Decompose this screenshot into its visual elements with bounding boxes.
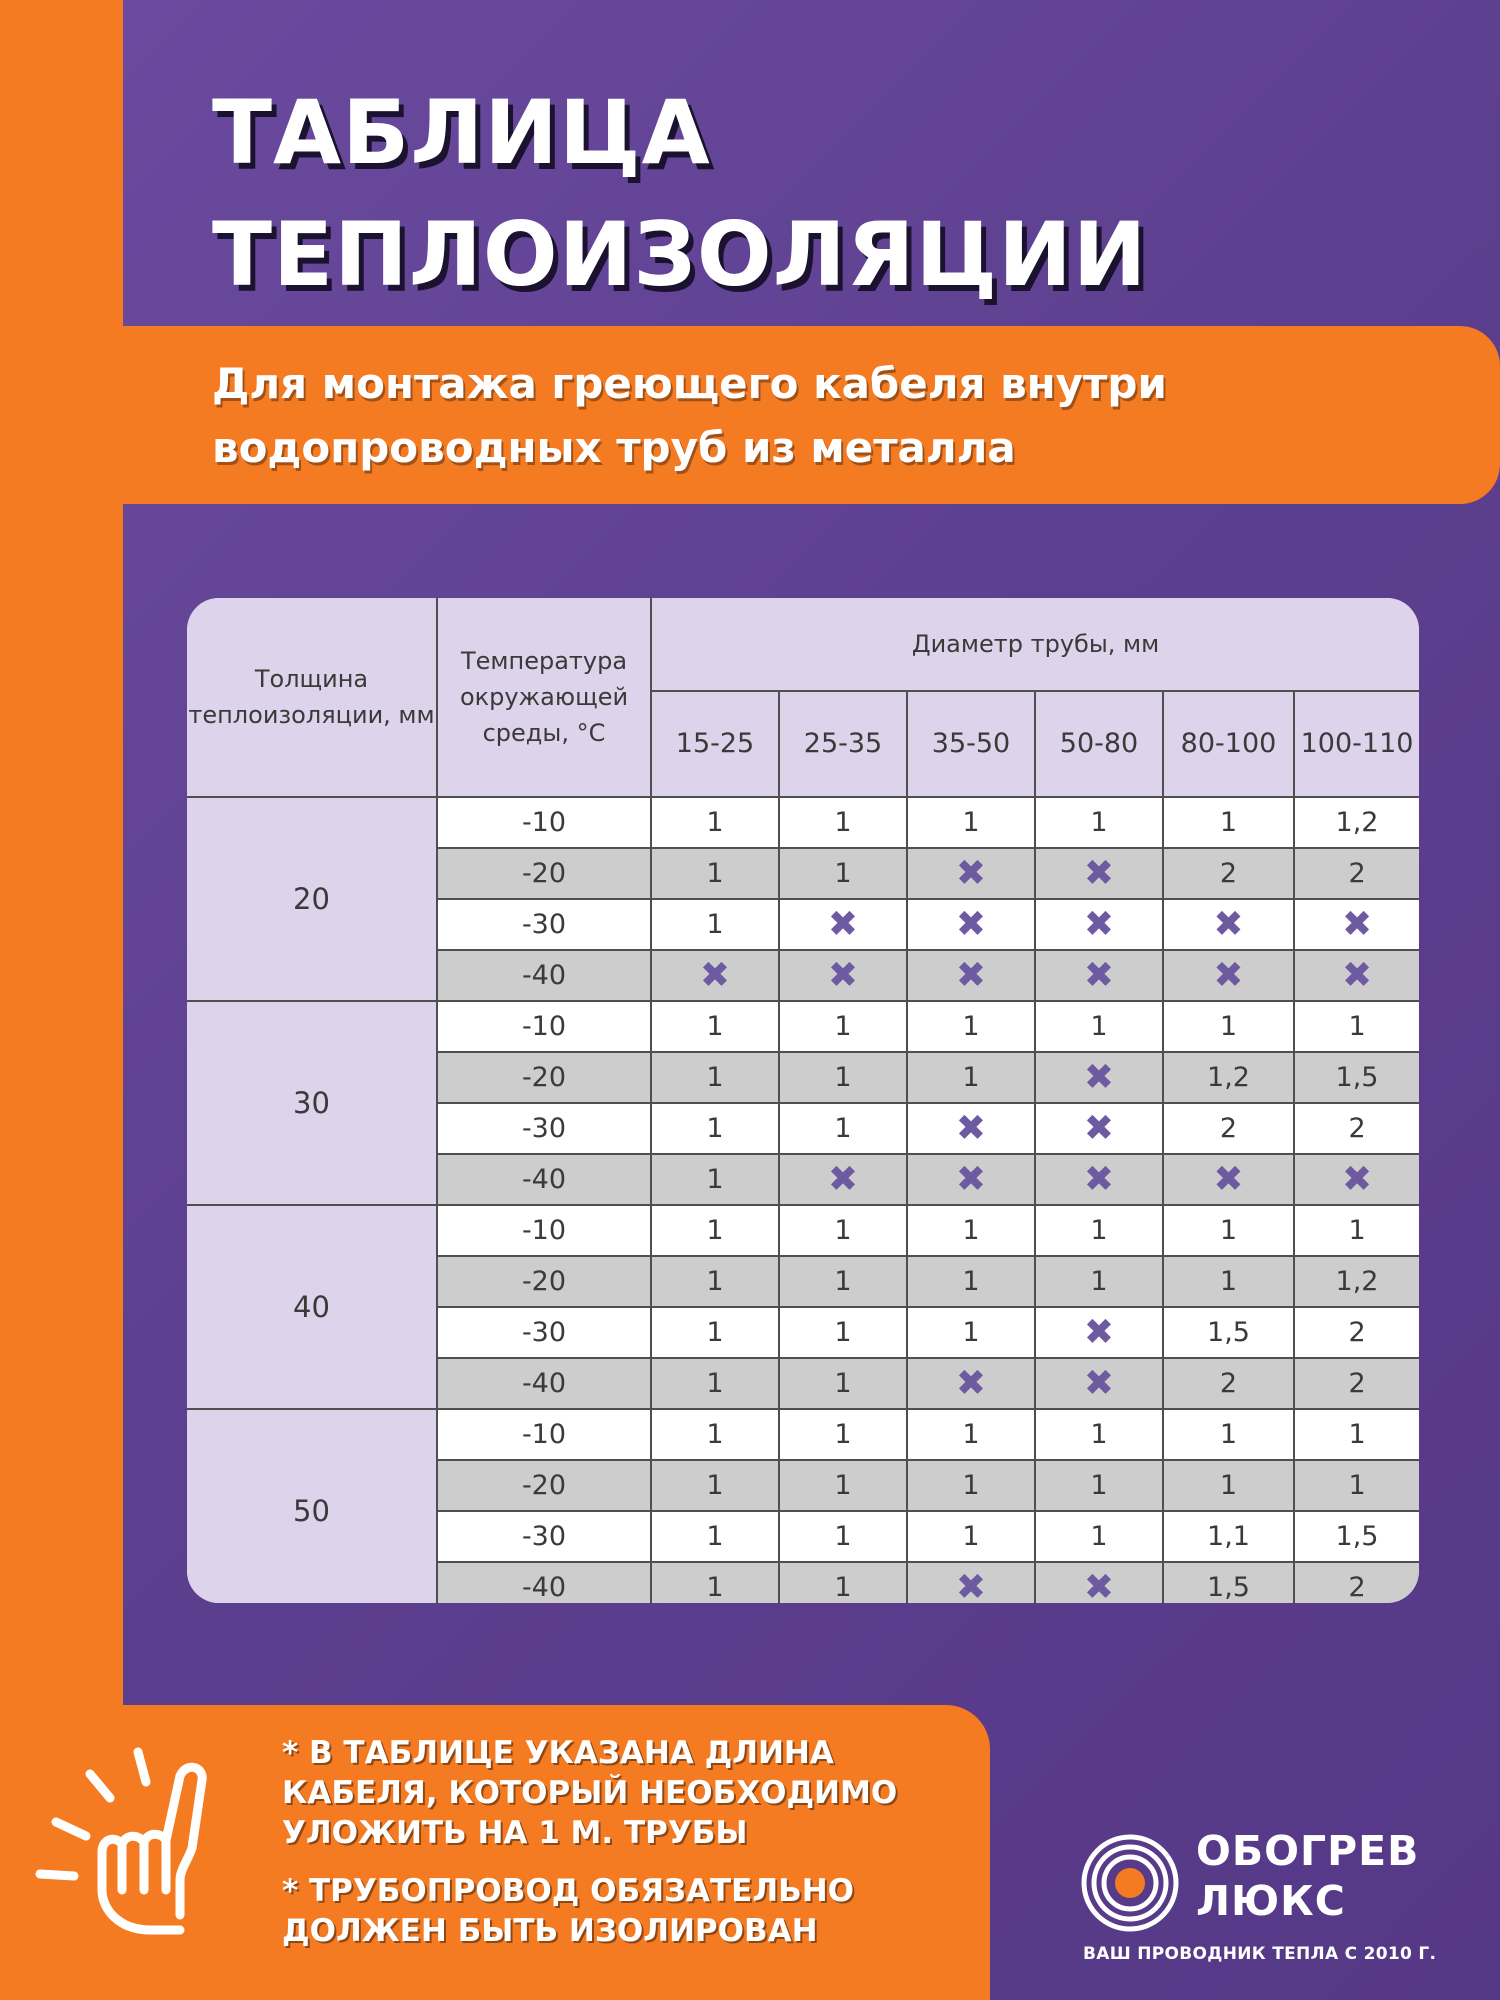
header-temperature: Температура окружающей среды, °С [437, 598, 651, 797]
x-mark-icon: ✖ [1341, 903, 1373, 945]
temperature-cell: -10 [437, 1205, 651, 1256]
value-cell: 1 [651, 1001, 779, 1052]
unavailable-cell [1035, 1307, 1163, 1358]
value-cell: 1,2 [1294, 797, 1419, 848]
unavailable-cell [1035, 1154, 1163, 1205]
value-cell: 1 [907, 797, 1035, 848]
value-cell: 1 [907, 1256, 1035, 1307]
unavailable-cell [1035, 848, 1163, 899]
unavailable-cell [1163, 1154, 1294, 1205]
x-mark-icon: ✖ [955, 1362, 987, 1404]
value-cell: 1 [651, 1511, 779, 1562]
value-cell: 1 [907, 1511, 1035, 1562]
value-cell: 1 [779, 1256, 907, 1307]
header-diameter-col: 80-100 [1163, 691, 1294, 797]
value-cell: 2 [1294, 1103, 1419, 1154]
brand-name-line-2: ЛЮКС [1196, 1877, 1346, 1925]
header-diameter-col: 15-25 [651, 691, 779, 797]
value-cell: 2 [1163, 848, 1294, 899]
value-cell: 1 [907, 1307, 1035, 1358]
x-mark-icon: ✖ [1083, 903, 1115, 945]
x-mark-icon: ✖ [1083, 1311, 1115, 1353]
temperature-cell: -10 [437, 1001, 651, 1052]
brand-name [1196, 1826, 1419, 1926]
page-title [212, 72, 1147, 316]
x-mark-icon: ✖ [1083, 1158, 1115, 1200]
unavailable-cell [907, 1154, 1035, 1205]
value-cell: 1 [1163, 1205, 1294, 1256]
temperature-cell: -10 [437, 797, 651, 848]
value-cell: 1 [651, 797, 779, 848]
table-row [187, 797, 1419, 848]
x-mark-icon: ✖ [827, 1158, 859, 1200]
x-mark-icon: ✖ [1341, 954, 1373, 996]
unavailable-cell [1294, 950, 1419, 1001]
table-row [187, 1409, 1419, 1460]
value-cell: 1 [1035, 1511, 1163, 1562]
brand-name-line-1: ОБОГРЕВ [1196, 1827, 1420, 1875]
value-cell: 2 [1163, 1358, 1294, 1409]
temperature-cell: -10 [437, 1409, 651, 1460]
header-diameter-col: 50-80 [1035, 691, 1163, 797]
value-cell: 1 [651, 1460, 779, 1511]
unavailable-cell [1294, 1154, 1419, 1205]
brand-tagline: ВАШ ПРОВОДНИК ТЕПЛА С 2010 Г. [1083, 1944, 1437, 1964]
header-diameter: Диаметр трубы, мм [651, 598, 1419, 691]
note-insulation: * ТРУБОПРОВОД ОБЯЗАТЕЛЬНО ДОЛЖЕН БЫТЬ ИЗОЛИРОВАН [282, 1873, 855, 1949]
value-cell: 1 [779, 1409, 907, 1460]
subtitle-line-2: водопроводных труб из металла [212, 423, 1016, 472]
x-mark-icon: ✖ [1213, 903, 1244, 945]
thickness-cell: 50 [187, 1409, 437, 1603]
value-cell: 1 [651, 848, 779, 899]
unavailable-cell [1163, 950, 1294, 1001]
pointing-hand-icon [30, 1740, 240, 1950]
value-cell: 1 [907, 1052, 1035, 1103]
value-cell: 1 [651, 1562, 779, 1603]
value-cell: 1,2 [1163, 1052, 1294, 1103]
temperature-cell: -40 [437, 1154, 651, 1205]
value-cell: 1 [1035, 1460, 1163, 1511]
value-cell: 1 [779, 1001, 907, 1052]
value-cell: 1,5 [1163, 1307, 1294, 1358]
x-mark-icon: ✖ [955, 1158, 987, 1200]
table-body [187, 797, 1419, 1603]
unavailable-cell [1035, 950, 1163, 1001]
x-mark-icon: ✖ [955, 1107, 987, 1149]
value-cell: 1 [651, 1154, 779, 1205]
value-cell: 1 [651, 1103, 779, 1154]
title-line-1: ТАБЛИЦА [212, 81, 711, 184]
x-mark-icon: ✖ [955, 903, 987, 945]
value-cell: 1 [907, 1409, 1035, 1460]
value-cell: 1 [1294, 1460, 1419, 1511]
value-cell: 1 [1294, 1409, 1419, 1460]
value-cell: 2 [1294, 1358, 1419, 1409]
value-cell: 1 [1035, 1256, 1163, 1307]
x-mark-icon: ✖ [1083, 852, 1115, 894]
temperature-cell: -20 [437, 1460, 651, 1511]
unavailable-cell [1163, 899, 1294, 950]
x-mark-icon: ✖ [699, 954, 731, 996]
unavailable-cell [779, 950, 907, 1001]
table-row [187, 1001, 1419, 1052]
note-cable-length: * В ТАБЛИЦЕ УКАЗАНА ДЛИНА КАБЕЛЯ, КОТОРЫЙ НЕОБХОДИМО УЛОЖИТЬ НА 1 М. ТРУБЫ [282, 1735, 898, 1851]
value-cell: 1 [779, 1358, 907, 1409]
value-cell: 1 [651, 1256, 779, 1307]
value-cell: 1,2 [1294, 1256, 1419, 1307]
value-cell: 2 [1163, 1103, 1294, 1154]
unavailable-cell [1035, 1052, 1163, 1103]
unavailable-cell [907, 899, 1035, 950]
thickness-cell: 40 [187, 1205, 437, 1409]
x-mark-icon: ✖ [955, 1566, 987, 1603]
insulation-table [187, 598, 1419, 1603]
temperature-cell: -30 [437, 1307, 651, 1358]
value-cell: 1 [779, 1103, 907, 1154]
value-cell: 1,1 [1163, 1511, 1294, 1562]
value-cell: 1,5 [1163, 1562, 1294, 1603]
header-diameter-col: 100-110 [1294, 691, 1419, 797]
unavailable-cell [1035, 899, 1163, 950]
x-mark-icon: ✖ [1083, 1566, 1115, 1603]
subtitle [212, 352, 1167, 480]
x-mark-icon: ✖ [955, 852, 987, 894]
value-cell: 1 [651, 1307, 779, 1358]
unavailable-cell [1294, 899, 1419, 950]
value-cell: 1 [907, 1460, 1035, 1511]
value-cell: 2 [1294, 848, 1419, 899]
temperature-cell: -30 [437, 899, 651, 950]
value-cell: 1 [1163, 1001, 1294, 1052]
thickness-cell: 30 [187, 1001, 437, 1205]
header-diameter-col: 25-35 [779, 691, 907, 797]
x-mark-icon: ✖ [955, 954, 987, 996]
x-mark-icon: ✖ [1083, 1362, 1115, 1404]
unavailable-cell [907, 1103, 1035, 1154]
x-mark-icon: ✖ [1083, 1107, 1115, 1149]
x-mark-icon: ✖ [827, 903, 859, 945]
unavailable-cell [907, 1562, 1035, 1603]
temperature-cell: -20 [437, 1256, 651, 1307]
value-cell: 1 [1035, 1001, 1163, 1052]
value-cell: 1,5 [1294, 1052, 1419, 1103]
header-thickness: Толщина теплоизоляции, мм [187, 598, 437, 797]
value-cell: 1 [1294, 1205, 1419, 1256]
concentric-circles-logo-icon [1080, 1833, 1180, 1933]
unavailable-cell [1035, 1358, 1163, 1409]
subtitle-line-1: Для монтажа греющего кабеля внутри [212, 359, 1167, 408]
value-cell: 1 [1035, 797, 1163, 848]
unavailable-cell [1035, 1103, 1163, 1154]
x-mark-icon: ✖ [1083, 954, 1115, 996]
value-cell: 1 [651, 899, 779, 950]
x-mark-icon: ✖ [1341, 1158, 1373, 1200]
temperature-cell: -40 [437, 1358, 651, 1409]
value-cell: 1 [651, 1052, 779, 1103]
value-cell: 1 [779, 1205, 907, 1256]
value-cell: 1 [651, 1205, 779, 1256]
thickness-cell: 20 [187, 797, 437, 1001]
unavailable-cell [907, 1358, 1035, 1409]
title-line-2: ТЕПЛОИЗОЛЯЦИИ [212, 203, 1148, 306]
unavailable-cell [779, 899, 907, 950]
x-mark-icon: ✖ [1213, 1158, 1244, 1200]
value-cell: 1 [1294, 1001, 1419, 1052]
value-cell: 1 [1163, 1409, 1294, 1460]
value-cell: 1 [1163, 797, 1294, 848]
value-cell: 1 [1035, 1409, 1163, 1460]
value-cell: 1 [651, 1358, 779, 1409]
x-mark-icon: ✖ [827, 954, 859, 996]
value-cell: 1 [907, 1001, 1035, 1052]
value-cell: 1 [779, 1511, 907, 1562]
value-cell: 1 [1163, 1460, 1294, 1511]
notes [282, 1733, 982, 1969]
value-cell: 1 [779, 1460, 907, 1511]
header-diameter-col: 35-50 [907, 691, 1035, 797]
value-cell: 1 [651, 1409, 779, 1460]
value-cell: 1 [779, 1052, 907, 1103]
value-cell: 1 [779, 797, 907, 848]
value-cell: 1 [779, 848, 907, 899]
value-cell: 1 [779, 1307, 907, 1358]
unavailable-cell [1035, 1562, 1163, 1603]
insulation-table-card [187, 598, 1419, 1603]
unavailable-cell [779, 1154, 907, 1205]
unavailable-cell [907, 950, 1035, 1001]
value-cell: 2 [1294, 1562, 1419, 1603]
table-row [187, 1205, 1419, 1256]
value-cell: 1 [1163, 1256, 1294, 1307]
temperature-cell: -30 [437, 1511, 651, 1562]
temperature-cell: -20 [437, 848, 651, 899]
value-cell: 1 [779, 1562, 907, 1603]
value-cell: 1 [1035, 1205, 1163, 1256]
value-cell: 1 [907, 1205, 1035, 1256]
temperature-cell: -30 [437, 1103, 651, 1154]
unavailable-cell [651, 950, 779, 1001]
value-cell: 2 [1294, 1307, 1419, 1358]
x-mark-icon: ✖ [1083, 1056, 1115, 1098]
temperature-cell: -20 [437, 1052, 651, 1103]
temperature-cell: -40 [437, 1562, 651, 1603]
x-mark-icon: ✖ [1213, 954, 1244, 996]
unavailable-cell [907, 848, 1035, 899]
value-cell: 1,5 [1294, 1511, 1419, 1562]
temperature-cell: -40 [437, 950, 651, 1001]
